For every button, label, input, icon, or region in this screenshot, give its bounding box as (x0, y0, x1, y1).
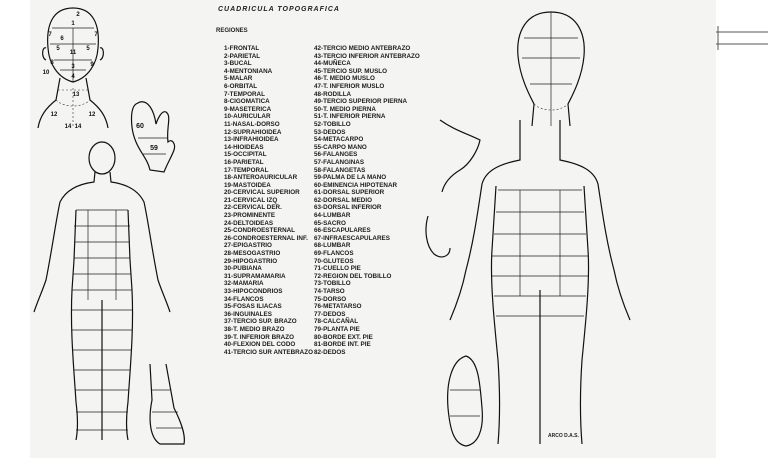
region-number-label: 7 (94, 32, 98, 38)
region-number-label: 6 (60, 36, 64, 42)
region-item: 23-PROMINENTE (224, 212, 276, 220)
region-item: 51-T. INFERIOR PIERNA (314, 113, 386, 121)
region-number-label: 14 (74, 124, 82, 130)
region-item: 44-MUÑECA (314, 60, 351, 68)
region-item: 24-DELTOIDEAS (224, 219, 274, 227)
foot-side-diagram (140, 360, 188, 448)
region-item: 17-TEMPORAL (224, 166, 269, 174)
region-item: 53-DEDOS (314, 128, 346, 136)
region-item: 61-DORSAL SUPERIOR (314, 189, 385, 197)
region-item: 48-RODILLA (314, 90, 352, 98)
region-item: 25-CONDROESTERNAL (224, 227, 296, 235)
window-divider (712, 24, 768, 52)
region-item: 74-TARSO (314, 288, 345, 295)
region-item: 49-TERCIO SUPERIOR PIERNA (314, 98, 408, 106)
regions-list-left (224, 45, 313, 356)
region-item: 2-PARIETAL (224, 52, 261, 60)
region-number-label: 4 (71, 74, 75, 80)
region-item: 82-DEDOS (314, 348, 346, 356)
region-item: 67-INFRAESCAPULARES (314, 234, 390, 242)
region-number-label: 2 (76, 12, 80, 18)
regions-heading: REGIONES (216, 28, 248, 34)
region-item: 47-T. INFERIOR MUSLO (314, 82, 385, 90)
region-number-label: 11 (69, 50, 77, 56)
region-item: 10-AURICULAR (224, 113, 271, 121)
region-number-label: 5 (56, 46, 60, 52)
region-number-label: 8 (50, 60, 54, 66)
region-item: 19-MASTOIDEA (224, 181, 271, 189)
region-item: 14-HIOIDEAS (224, 143, 264, 151)
region-number-label: 9 (90, 62, 94, 68)
region-item: 5-MALAR (224, 75, 253, 83)
region-item: 4-MENTONIANA (224, 67, 273, 75)
region-number-label: 14 (64, 124, 72, 130)
region-item: 66-ESCAPULARES (314, 227, 371, 235)
region-item: 1-FRONTAL (224, 45, 260, 52)
region-item: 58-FALANGETAS (314, 166, 366, 174)
region-item: 8-CIGOMATICA (224, 98, 270, 106)
foot-sole-diagram (440, 352, 490, 450)
region-item: 15-OCCIPITAL (224, 151, 267, 159)
region-item: 7-TEMPORAL (224, 90, 265, 98)
region-item: 45-TERCIO SUP. MUSLO (314, 67, 388, 75)
region-item: 77-DEDOS (314, 310, 346, 318)
region-item: 81-BORDE INT. PIE (314, 341, 371, 349)
region-item: 71-CUELLO PIE (314, 265, 361, 273)
region-number-label: 13 (72, 92, 80, 98)
region-item: 18-ANTEROAURICULAR (224, 174, 298, 182)
region-number-label: 12 (88, 112, 96, 118)
region-item: 78-CALCAÑAL (314, 318, 359, 326)
region-item: 13-INFRAHIOIDEA (224, 136, 279, 144)
region-item: 68-LUMBAR (314, 242, 351, 250)
region-item: 59-PALMA DE LA MANO (314, 174, 387, 182)
region-item: 64-LUMBAR (314, 212, 351, 220)
region-item: 9-MASETERICA (224, 105, 272, 113)
region-item: 39-T. INFERIOR BRAZO (224, 333, 294, 341)
region-item: 73-TOBILLO (314, 280, 351, 288)
page-title: CUADRICULA TOPOGRAFICA (218, 6, 340, 13)
region-number-label: 1 (71, 21, 75, 27)
region-item: 55-CARPO MANO (314, 143, 367, 151)
region-item: 69-FLANCOS (314, 250, 354, 258)
region-item: 80-BORDE EXT. PIE (314, 333, 373, 341)
region-item: 32-MAMARIA (224, 280, 264, 288)
region-number-label: 60 (136, 123, 144, 130)
region-number-label: 10 (42, 70, 50, 76)
region-number-label: 5 (86, 46, 90, 52)
region-item: 35-FOSAS ILIACAS (224, 303, 282, 311)
back-head-diagram (508, 8, 594, 138)
region-item: 60-EMINENCIA HIPOTENAR (314, 181, 398, 189)
region-item: 43-TERCIO INFERIOR ANTEBRAZO (314, 52, 420, 60)
region-item: 30-PUBIANA (224, 265, 262, 273)
region-item: 36-INGUINALES (224, 310, 272, 318)
region-item: 37-TERCIO SUP. BRAZO (224, 318, 297, 326)
region-item: 42-TERCIO MEDIO ANTEBRAZO (314, 45, 411, 52)
region-item: 34-FLANCOS (224, 295, 264, 303)
credit-text: ARCO D.A.S. (548, 433, 579, 439)
region-item: 11-NASAL-DORSO (224, 120, 280, 128)
region-item: 79-PLANTA PIE (314, 325, 360, 333)
region-number-label: 59 (150, 145, 158, 152)
face-diagram (38, 4, 108, 136)
region-number-label: 3 (71, 64, 75, 70)
region-item: 20-CERVICAL SUPERIOR (224, 189, 300, 197)
region-item: 46-T. MEDIO MUSLO (314, 75, 375, 83)
region-item: 76-METATARSO (314, 303, 362, 311)
region-item: 29-HIPOGASTRIO (224, 257, 278, 265)
region-item: 50-T. MEDIO PIERNA (314, 105, 376, 113)
region-item: 40-FLEXION DEL CODO (224, 341, 296, 349)
region-item: 54-METACARPO (314, 136, 364, 144)
region-item: 57-FALANGINAS (314, 158, 365, 166)
region-item: 65-SACRO (314, 219, 346, 227)
region-number-label: 7 (48, 32, 52, 38)
region-item: 33-HIPOCONDRIOS (224, 288, 283, 295)
region-item: 28-MESOGASTRIO (224, 250, 281, 258)
region-item: 41-TERCIO SUR ANTEBRAZO (224, 348, 313, 356)
region-item: 21-CERVICAL IZQ (224, 196, 278, 204)
region-item: 62-DORSAL MEDIO (314, 196, 372, 204)
region-item: 12-SUPRAHIOIDEA (224, 128, 282, 136)
region-item: 70-GLUTEOS (314, 257, 354, 265)
region-item: 72-REGION DEL TOBILLO (314, 272, 392, 280)
region-item: 6-ORBITAL (224, 82, 258, 90)
region-item: 38-T. MEDIO BRAZO (224, 325, 285, 333)
region-item: 27-EPIGASTRIO (224, 242, 272, 250)
region-item: 22-CERVICAL DER. (224, 204, 282, 212)
region-number-label: 12 (50, 112, 58, 118)
region-item: 3-BUCAL (224, 60, 252, 68)
region-item: 31-SUPRAMAMARIA (224, 272, 286, 280)
region-item: 26-CONDROESTERNAL INF. (224, 234, 308, 242)
region-item: 52-TOBILLO (314, 120, 351, 128)
region-item: 63-DORSAL INFERIOR (314, 204, 382, 212)
region-item: 16-PARIETAL (224, 158, 264, 166)
region-item: 56-FALANGES (314, 151, 358, 159)
regions-list-right (314, 45, 420, 356)
region-item: 75-DORSO (314, 295, 347, 303)
